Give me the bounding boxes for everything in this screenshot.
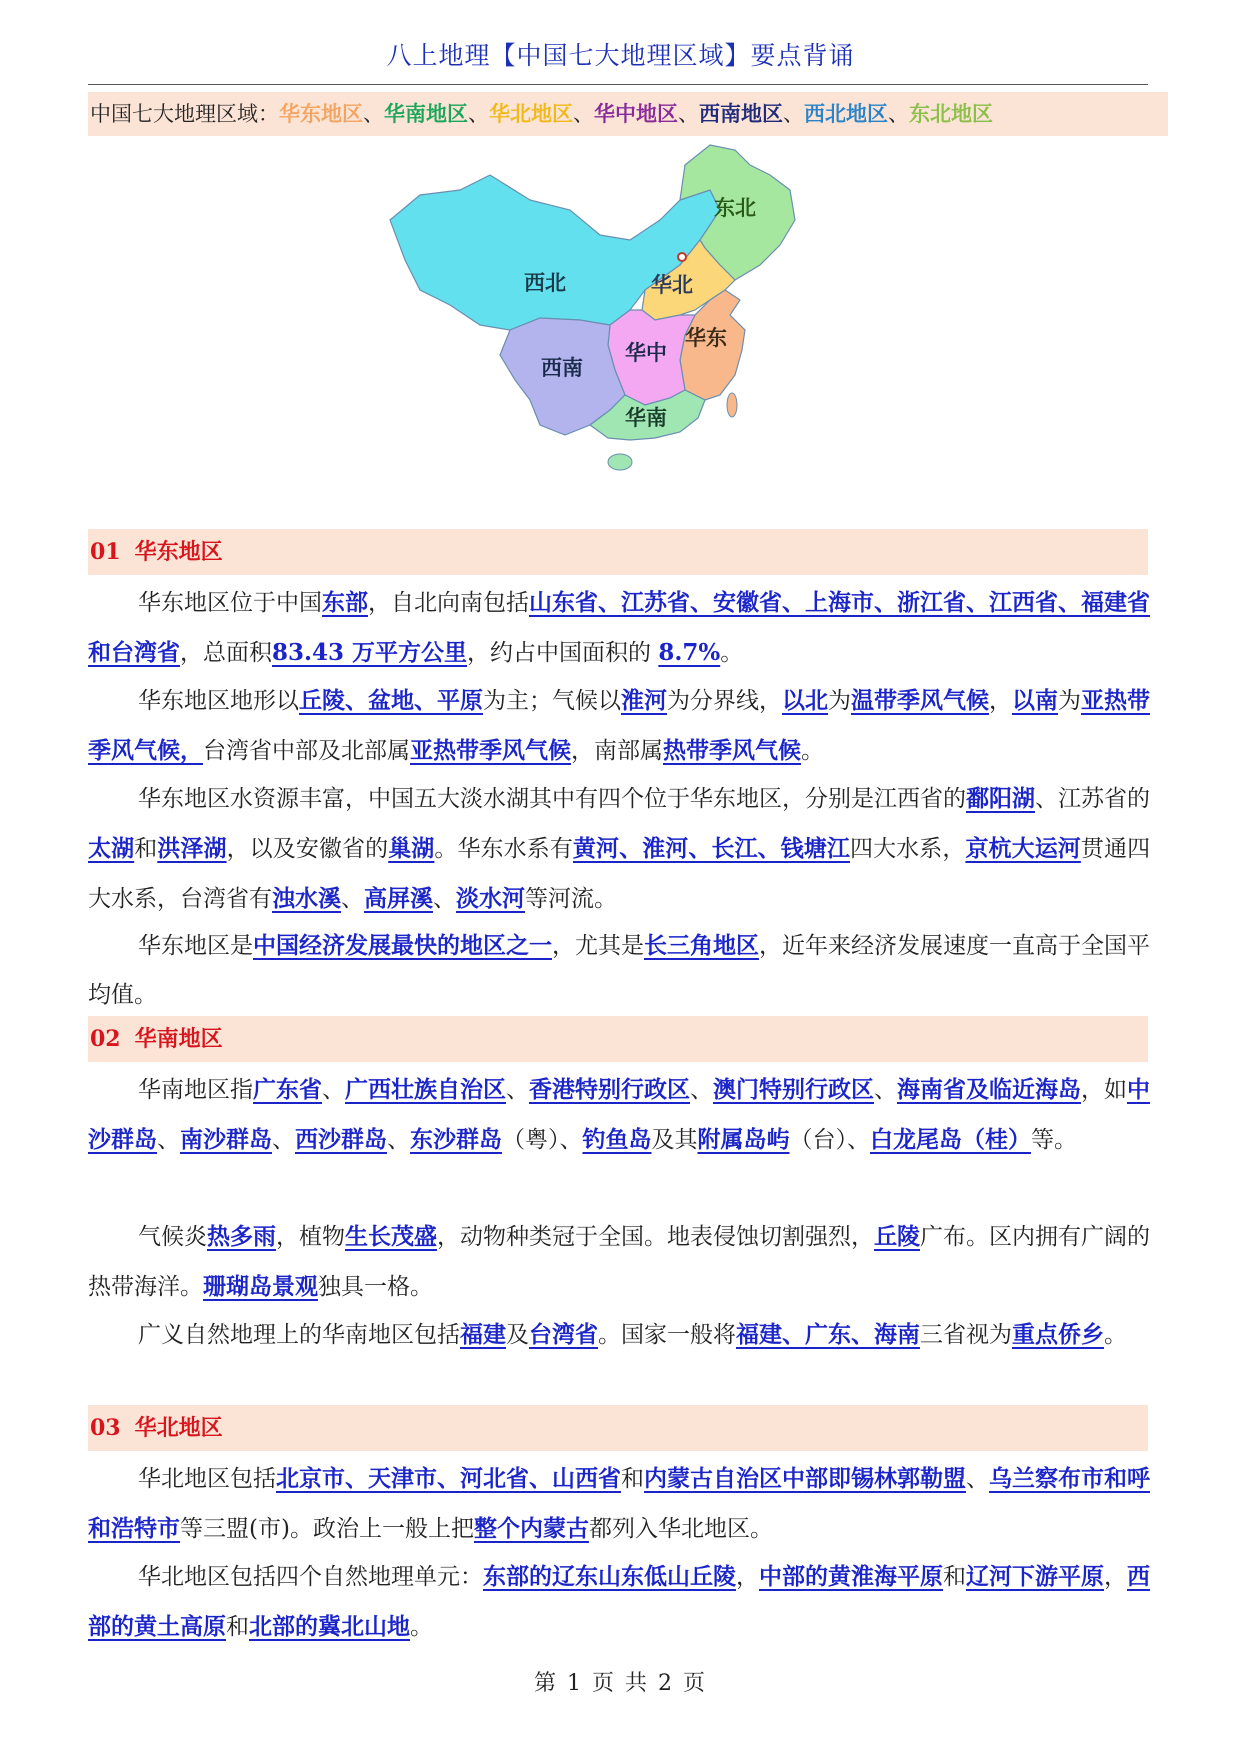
text-run: ，近年来经济发展速度一直高于全国平均值。 bbox=[88, 933, 1150, 1008]
key-term: 东部 bbox=[322, 589, 368, 616]
key-term: 香港特别行政区 bbox=[529, 1076, 690, 1103]
key-term: 珊瑚岛景观 bbox=[203, 1273, 318, 1300]
key-term: 中部的黄淮海平原 bbox=[759, 1563, 943, 1590]
text-run: 和 bbox=[943, 1564, 966, 1590]
key-term: 整个内蒙古 bbox=[473, 1515, 589, 1542]
china-regions-map bbox=[380, 140, 860, 520]
key-term: 淡水河 bbox=[456, 885, 525, 912]
key-term: 辽河下游平原 bbox=[966, 1563, 1104, 1590]
beijing-marker bbox=[678, 253, 686, 261]
legend-separator: 、 bbox=[573, 102, 594, 126]
text-run: （台）、 bbox=[789, 1127, 870, 1153]
paragraph bbox=[88, 1065, 1150, 1165]
text-run: ，以及安徽省的 bbox=[226, 836, 389, 862]
page-title: 八上地理【中国七大地理区域】要点背诵 bbox=[386, 41, 855, 70]
key-term: 亚热带季风气候 bbox=[410, 737, 571, 764]
text-run: 、 bbox=[874, 1077, 897, 1103]
region-legend bbox=[88, 92, 1168, 136]
section-header-huabei bbox=[88, 1405, 1148, 1451]
key-term: 热带季风气候 bbox=[663, 737, 801, 764]
key-term: 东部的辽东山东低山丘陵 bbox=[483, 1563, 736, 1590]
text-run: 及其 bbox=[651, 1127, 698, 1153]
key-term: 广东省 bbox=[253, 1076, 322, 1103]
key-term: 亚热带季风气候， bbox=[88, 687, 1150, 764]
legend-separator: 、 bbox=[678, 102, 699, 126]
key-term: 东沙群岛 bbox=[410, 1126, 502, 1153]
text-run: ，植物 bbox=[276, 1224, 345, 1250]
text-run: 华北地区包括四个自然地理单元： bbox=[138, 1564, 483, 1590]
paragraph bbox=[88, 578, 1150, 678]
key-term: 白龙尾岛（桂） bbox=[870, 1126, 1031, 1153]
text-run: 。华东水系有 bbox=[434, 836, 573, 862]
text-run: 等。 bbox=[1031, 1127, 1077, 1153]
text-run: 。 bbox=[801, 738, 824, 764]
section-number: 01 bbox=[90, 539, 121, 565]
section-header-huadong bbox=[88, 529, 1148, 575]
key-term: 丘陵、盆地、平原 bbox=[299, 687, 483, 714]
key-term: 热多雨 bbox=[207, 1223, 276, 1250]
text-run: 华东地区是 bbox=[138, 933, 253, 959]
key-term: 山东省、江苏省、安徽省、上海市、浙江省、江西省、福建省和台湾省 bbox=[88, 589, 1150, 666]
legend-prefix: 中国七大地理区域： bbox=[90, 102, 279, 126]
text-run: ，自北向南包括 bbox=[368, 590, 529, 616]
key-term: 鄱阳湖 bbox=[966, 785, 1035, 812]
text-run: 、 bbox=[157, 1127, 180, 1153]
key-term: 太湖 bbox=[88, 835, 135, 862]
legend-item-dongbei: 东北地区 bbox=[909, 101, 993, 126]
paragraph bbox=[88, 676, 1150, 776]
text-run: 四大水系， bbox=[850, 836, 966, 862]
text-run: 独具一格。 bbox=[318, 1274, 433, 1300]
china-map-svg bbox=[380, 140, 860, 520]
map-label-huazhong: 华中 bbox=[625, 341, 667, 365]
key-term: 海南省及临近海岛 bbox=[897, 1076, 1081, 1103]
text-run: 都列入华北地区。 bbox=[588, 1516, 773, 1542]
text-run: 、 bbox=[341, 886, 364, 912]
key-term: 北京市、天津市、河北省、山西省 bbox=[276, 1465, 621, 1492]
key-term: 重点侨乡 bbox=[1012, 1321, 1104, 1348]
map-label-huabei: 华北 bbox=[651, 273, 693, 297]
text-run: ，动物种类冠于全国。地表侵蚀切割强烈， bbox=[437, 1224, 874, 1250]
legend-item-huabei: 华北地区 bbox=[489, 101, 573, 126]
text-run: 、 bbox=[322, 1077, 345, 1103]
key-term: 北部的冀北山地 bbox=[249, 1613, 410, 1640]
section-title: 华南地区 bbox=[134, 1026, 223, 1052]
map-island-taiwan bbox=[727, 393, 737, 417]
section-number: 03 bbox=[90, 1415, 121, 1441]
paragraph bbox=[88, 774, 1150, 924]
key-term: 长三角地区 bbox=[644, 932, 759, 959]
key-term: 乌兰察布市和呼和浩特市 bbox=[88, 1465, 1150, 1542]
text-run: 、 bbox=[690, 1077, 713, 1103]
key-term: 中沙群岛 bbox=[88, 1076, 1150, 1153]
text-run: 、 bbox=[966, 1466, 989, 1492]
text-run: 和 bbox=[621, 1466, 644, 1492]
key-term: 台湾省 bbox=[529, 1321, 598, 1348]
text-run: 和 bbox=[226, 1614, 249, 1640]
legend-item-huadong: 华东地区 bbox=[279, 101, 363, 126]
key-term: 生长茂盛 bbox=[345, 1223, 437, 1250]
paragraph bbox=[88, 1552, 1150, 1652]
text-run: 、 bbox=[387, 1127, 410, 1153]
text-run: ， bbox=[989, 688, 1012, 714]
text-run: ， bbox=[736, 1564, 759, 1590]
key-term: 福建 bbox=[460, 1321, 506, 1348]
key-term: 附属岛屿 bbox=[697, 1126, 790, 1153]
text-run: 华东地区地形以 bbox=[138, 688, 299, 714]
key-term: 温带季风气候 bbox=[851, 687, 989, 714]
text-run: 、江苏省的 bbox=[1035, 786, 1150, 812]
legend-item-xibei: 西北地区 bbox=[804, 101, 888, 126]
legend-separator: 、 bbox=[888, 102, 909, 126]
text-run: 。 bbox=[720, 640, 744, 666]
map-label-huadong: 华东 bbox=[685, 326, 727, 350]
section-header-huanan bbox=[88, 1016, 1148, 1062]
key-term: 南沙群岛 bbox=[180, 1126, 272, 1153]
key-term: 洪泽湖 bbox=[157, 835, 227, 862]
key-term: 高屏溪 bbox=[364, 885, 433, 912]
text-run: 为 bbox=[1058, 688, 1081, 714]
text-run: 华南地区指 bbox=[138, 1077, 253, 1103]
text-run: 为 bbox=[828, 688, 851, 714]
text-run: 及 bbox=[506, 1322, 529, 1348]
text-run: 为分界线， bbox=[667, 688, 782, 714]
key-term: 8.7% bbox=[658, 639, 721, 666]
page-footer: 第 1 页 共 2 页 bbox=[534, 1671, 707, 1696]
text-run: ，约占中国面积的 bbox=[467, 640, 659, 666]
key-term: 中国经济发展最快的地区之一 bbox=[253, 932, 552, 959]
map-label-xibei: 西北 bbox=[524, 271, 566, 295]
legend-item-xinan: 西南地区 bbox=[699, 101, 783, 126]
text-run: 华东地区位于中国 bbox=[138, 590, 322, 616]
key-term: 钓鱼岛 bbox=[582, 1126, 652, 1153]
key-term: 广西壮族自治区 bbox=[345, 1076, 506, 1103]
key-term: 澳门特别行政区 bbox=[713, 1076, 874, 1103]
map-island-hainan bbox=[608, 454, 632, 470]
text-run: 。 bbox=[410, 1614, 433, 1640]
key-term: 西部的黄土高原 bbox=[88, 1563, 1150, 1640]
text-run: 三省视为 bbox=[920, 1322, 1012, 1348]
text-run: ， bbox=[1104, 1564, 1127, 1590]
section-number: 02 bbox=[90, 1026, 121, 1052]
text-run: 和 bbox=[134, 836, 158, 862]
key-term: 以北 bbox=[782, 687, 828, 714]
key-term: 浊水溪 bbox=[272, 885, 341, 912]
legend-separator: 、 bbox=[363, 102, 384, 126]
paragraph bbox=[88, 1310, 1150, 1360]
text-run: 。国家一般将 bbox=[598, 1322, 736, 1348]
text-run: ，南部属 bbox=[571, 738, 663, 764]
section-title: 华北地区 bbox=[134, 1415, 223, 1441]
legend-separator: 、 bbox=[783, 102, 804, 126]
key-term: 83.43 万平方公里 bbox=[272, 639, 468, 666]
text-run: ，尤其是 bbox=[552, 933, 644, 959]
text-run: 、 bbox=[272, 1127, 295, 1153]
section-title: 华东地区 bbox=[134, 539, 223, 565]
map-label-huanan: 华南 bbox=[625, 406, 667, 430]
text-run: 华北地区包括 bbox=[138, 1466, 276, 1492]
legend-item-huanan: 华南地区 bbox=[384, 101, 468, 126]
text-run: 等三盟(市)。政治上一般上把 bbox=[180, 1516, 474, 1542]
text-run: 、 bbox=[506, 1077, 529, 1103]
text-run: ，总面积 bbox=[180, 640, 272, 666]
text-run: ，如 bbox=[1081, 1077, 1127, 1103]
paragraph bbox=[88, 1454, 1150, 1554]
map-label-dongbei: 东北 bbox=[714, 196, 756, 220]
text-run: 广布。区内拥有广阔的热带海洋。 bbox=[88, 1224, 1150, 1300]
text-run: 、 bbox=[433, 886, 456, 912]
key-term: 西沙群岛 bbox=[295, 1126, 387, 1153]
legend-item-huazhong: 华中地区 bbox=[594, 101, 678, 126]
paragraph bbox=[88, 1212, 1150, 1312]
map-label-xinan: 西南 bbox=[541, 356, 583, 380]
paragraph bbox=[88, 921, 1150, 1020]
text-run: 广义自然地理上的华南地区包括 bbox=[138, 1322, 460, 1348]
text-run: 华东地区水资源丰富，中国五大淡水湖其中有四个位于华东地区，分别是江西省的 bbox=[138, 786, 966, 812]
title-divider bbox=[88, 84, 1148, 85]
key-term: 巢湖 bbox=[388, 835, 435, 862]
text-run: 台湾省中部及北部属 bbox=[203, 738, 410, 764]
key-term: 以南 bbox=[1012, 687, 1058, 714]
text-run: 贯通四大水系，台湾省有 bbox=[88, 836, 1151, 912]
key-term: 京杭大运河 bbox=[965, 835, 1081, 862]
key-term: 福建、广东、海南 bbox=[736, 1321, 920, 1348]
text-run: 气候炎 bbox=[138, 1224, 207, 1250]
text-run: 等河流。 bbox=[525, 886, 617, 912]
key-term: 内蒙古自治区中部即锡林郭勒盟 bbox=[644, 1465, 966, 1492]
text-run: 为主；气候以 bbox=[483, 688, 621, 714]
legend-separator: 、 bbox=[468, 102, 489, 126]
key-term: 黄河、淮河、长江、钱塘江 bbox=[572, 835, 850, 862]
text-run: 。 bbox=[1104, 1322, 1127, 1348]
text-run: （粤）、 bbox=[502, 1127, 583, 1153]
key-term: 丘陵 bbox=[874, 1223, 920, 1250]
key-term: 淮河 bbox=[621, 687, 667, 714]
